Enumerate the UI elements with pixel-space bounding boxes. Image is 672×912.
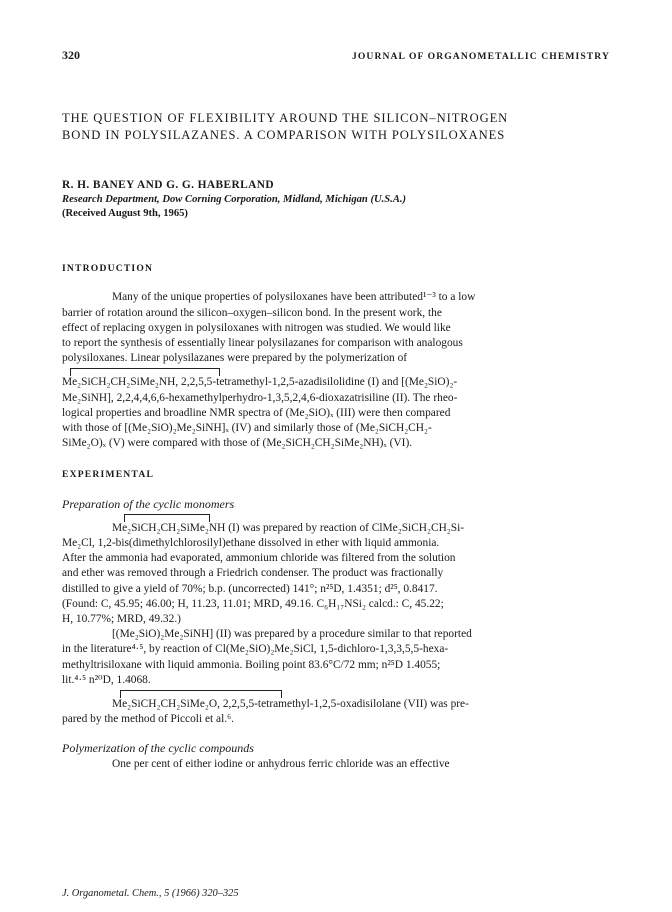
section-heading-experimental: EXPERIMENTAL [62, 469, 155, 481]
authors: R. H. BANEY AND G. G. HABERLAND [62, 179, 274, 191]
text-line: distilled to give a yield of 70%; b.p. (uncorrected) 141°; n²⁵D, 1.4351; d²⁵, 0.8417. [62, 582, 438, 595]
text-line: barrier of rotation around the silicon–oxygen–silicon bond. In the present work, the [62, 306, 442, 319]
subsection-heading: Polymerization of the cyclic compounds [62, 741, 254, 756]
text-line: with those of [(Me₂SiO)₂Me₂SiNH]ₓ (IV) and similarly those of (Me₂SiCH₂CH₂- [62, 422, 432, 435]
ring-bracket [62, 512, 610, 521]
text-line: in the literature⁴·⁵, by reaction of Cl(Me₂SiO)₂Me₂SiCl, 1,5-dichloro-1,3,3,5,5-hexa- [62, 643, 449, 656]
text-line: Me₂Cl, 1,2-bis(dimethylchlorosilyl)ethane dissolved in ether with liquid ammonia. [62, 537, 440, 550]
text-line: effect of replacing oxygen in polysiloxanes with nitrogen was studied. We would like [62, 321, 451, 334]
text-line: and ether was removed through a Friedrich condenser. The product was fractionally [62, 567, 444, 580]
ring-bracket [62, 688, 610, 697]
title-line: THE QUESTION OF FLEXIBILITY AROUND THE SILICON–NITROGEN [62, 111, 509, 125]
text-line: H, 10.77%; MRD, 49.32.) [62, 613, 181, 626]
text-line: Many of the unique properties of polysiloxanes have been attributed¹⁻³ to a low [112, 291, 476, 304]
text-line: logical properties and broadline NMR spectra of (Me₂SiO)ₓ (III) were then compared [62, 406, 451, 419]
text-line: [(Me₂SiO)₂Me₂SiNH] (II) was prepared by a procedure similar to that reported [112, 628, 472, 641]
text-line: Me₂SiCH₂CH₂SiMe₂NH, 2,2,5,5-tetramethyl-1,2,5-azadisilolidine (I) and [(Me₂SiO)₂- [62, 376, 458, 389]
page-footer-citation: J. Organometal. Chem., 5 (1966) 320–325 [62, 888, 239, 899]
text-line: Me₂SiCH₂CH₂SiMe₂NH (I) was prepared by reaction of ClMe₂SiCH₂CH₂Si- [112, 521, 465, 534]
text-line: pared by the method of Piccoli et al.⁶. [62, 713, 234, 726]
subsection-heading: Preparation of the cyclic monomers [62, 496, 235, 511]
experimental-paragraph-2 [62, 627, 610, 688]
affiliation: Research Department, Dow Corning Corporation, Midland, Michigan (U.S.A.) [62, 194, 407, 206]
text-line: SiMe₂O)ₓ (V) were compared with those of (Me₂SiCH₂CH₂SiMe₂NH)ₓ (VI). [62, 437, 413, 450]
experimental-paragraph-1 [62, 512, 610, 627]
text-line: Me₂SiNH], 2,2,4,4,6,6-hexamethylperhydro-1,3,5,2,4,6-dioxazatrisiline (II). The rheo- [62, 391, 458, 404]
journal-name: JOURNAL OF ORGANOMETALLIC CHEMISTRY [351, 51, 610, 62]
received-date: (Received August 9th, 1965) [62, 208, 188, 220]
text-line: After the ammonia had evaporated, ammonium chloride was filtered from the solution [62, 552, 456, 565]
text-line: to report the synthesis of essentially linear polysilazanes for comparison with analogous [62, 337, 463, 350]
experimental-paragraph-4 [62, 757, 610, 772]
experimental-paragraph-3 [62, 688, 610, 727]
ring-bracket [62, 366, 610, 375]
text-line: methyltrisiloxane with liquid ammonia. Boiling point 83.6°C/72 mm; n²⁵D 1.4055; [62, 658, 441, 671]
text-line: (Found: C, 45.95; 46.00; H, 11.23, 11.01; MRD, 49.16. C₆H₁₇NSi₂ calcd.: C, 45.22; [62, 597, 444, 610]
introduction-paragraph [62, 290, 610, 451]
title-line: BOND IN POLYSILAZANES. A COMPARISON WITH POLYSILOXANES [62, 128, 506, 142]
article-title [62, 110, 610, 144]
text-line: lit.⁴·⁵ n²⁰D, 1.4068. [62, 673, 151, 686]
text-line: Me₂SiCH₂CH₂SiMe₂O, 2,2,5,5-tetramethyl-1,2,5-oxadisilolane (VII) was pre- [112, 698, 469, 711]
text-line: One per cent of either iodine or anhydrous ferric chloride was an effective [112, 757, 450, 770]
page-number: 320 [62, 48, 80, 62]
running-header [62, 48, 610, 66]
section-heading-introduction: INTRODUCTION [62, 263, 154, 275]
text-line: polysiloxanes. Linear polysilazanes were prepared by the polymerization of [62, 352, 408, 365]
